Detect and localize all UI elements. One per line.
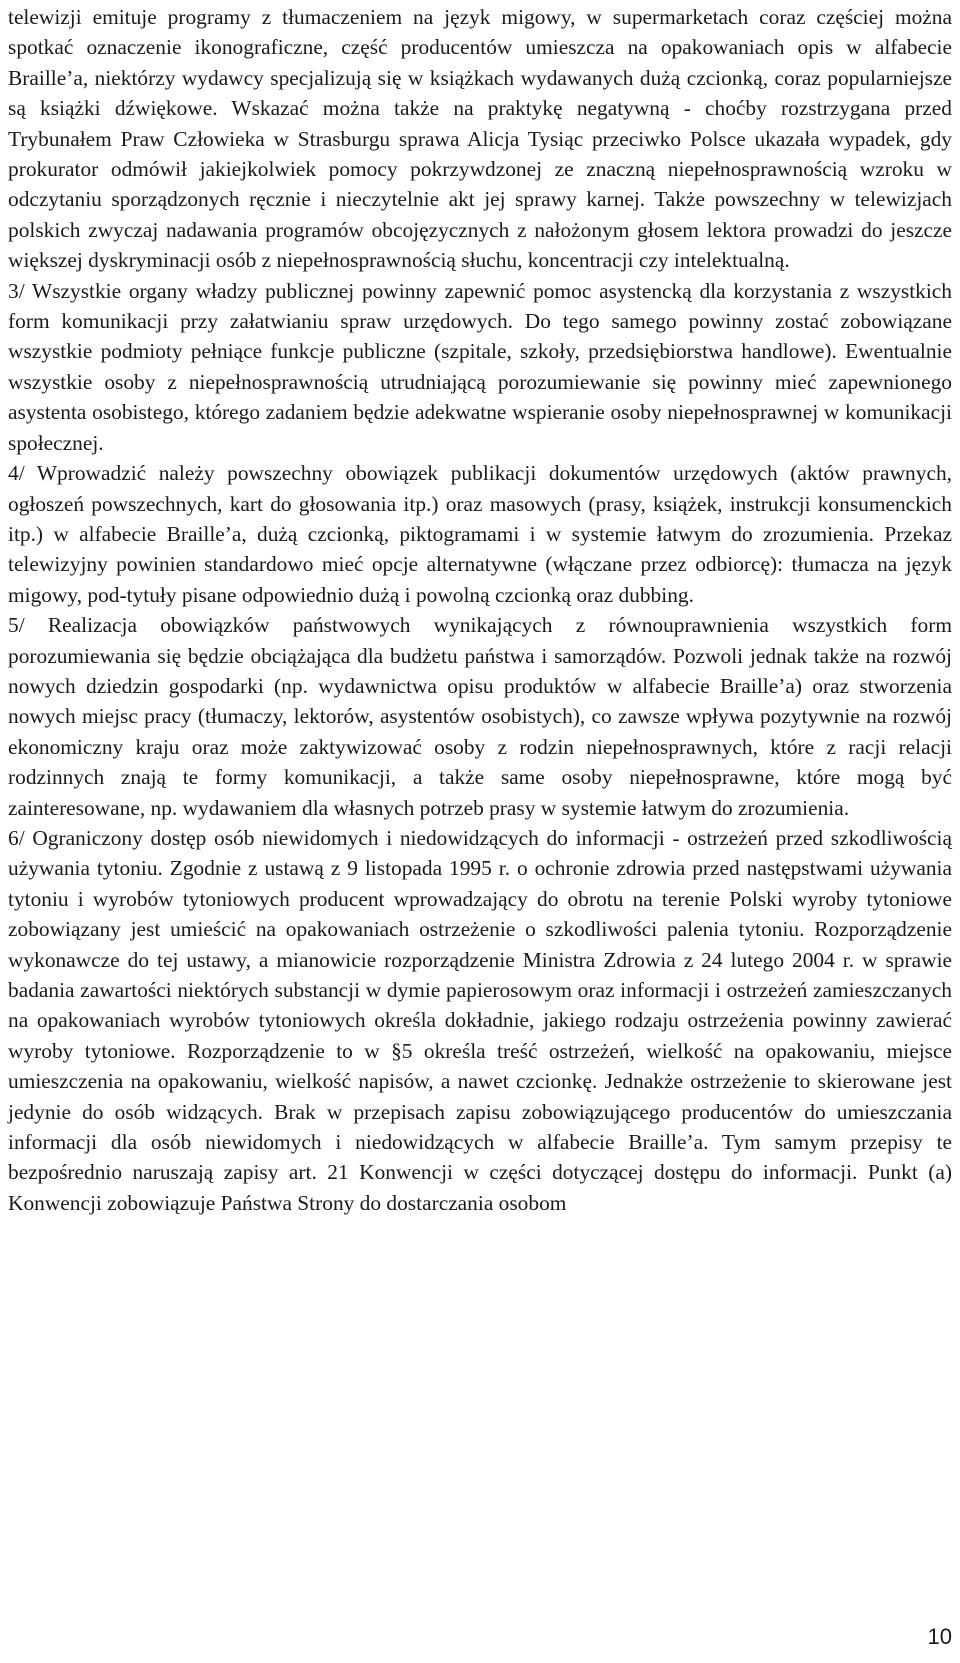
paragraph-point-3: 3/ Wszystkie organy władzy publicznej powinny zapewnić pomoc asystencką dla korzystania z wszystkich form komunikacji przy załatwianiu spraw urzędowych. Do tego samego powinny zostać zobowiązane wszystkie podmioty pełniące funkcje publiczne (szpitale, szkoły, przedsiębiorstwa handlowe). Ewentualnie wszystkie osoby z niepełnosprawnością utrudniającą porozumiewanie się powinny mieć zapewnionego asystenta osobistego, którego zadaniem będzie adekwatne wspieranie osoby niepełnosprawnej w komunikacji społecznej. [8,278,952,455]
page-number: 10 [927,1624,952,1649]
paragraph-point-5: 5/ Realizacja obowiązków państwowych wynikających z równouprawnienia wszystkich form porozumiewania się będzie obciążająca dla budżetu państwa i samorządów. Pozwoli jednak także na rozwój nowych dziedzin gospodarki (np. wydawnictwa opisu produktów w alfabecie Braille’a) oraz stworzenia nowych miejsc pracy (tłumaczy, lektorów, asystentów osobistych), co zawsze wpływa pozytywnie na rozwój ekonomiczny kraju oraz może zaktywizować osoby z rodzin niepełnosprawnych, które z racji relacji rodzinnych znają te formy komunikacji, a także same osoby niepełnosprawne, które mogą być zainteresowane, np. wydawaniem dla własnych potrzeb prasy w systemie łatwym do zrozumienia. [8,613,952,820]
document-body [8,2,952,1218]
paragraph-point-6: 6/ Ograniczony dostęp osób niewidomych i niedowidzących do informacji - ostrzeżeń przed szkodliwością używania tytoniu. Zgodnie z ustawą z 9 listopada 1995 r. o ochronie zdrowia przed następstwami używania tytoniu i wyrobów tytoniowych producent wprowadzający do obrotu na terenie Polski wyroby tytoniowe zobowiązany jest umieścić na opakowaniach ostrzeżenie o szkodliwości palenia tytoniu. Rozporządzenie wykonawcze do tej ustawy, a mianowicie rozporządzenie Ministra Zdrowia z 24 lutego 2004 r. w sprawie badania zawartości niektórych substancji w dymie papierosowym oraz informacji i ostrzeżeń zamieszczanych na opakowaniach wyrobów tytoniowych określa dokładnie, jakiego rodzaju ostrzeżenia powinny zawierać wyroby tytoniowe. Rozporządzenie to w §5 określa treść ostrzeżeń, wielkość na opakowaniu, miejsce umieszczenia na opakowaniu, wielkość napisów, a nawet czcionkę. Jednakże ostrzeżenie to skierowane jest jedynie do osób widzących. Brak w przepisach zapisu zobowiązującego producentów do umieszczania informacji dla osób niewidomych i niedowidzących w alfabecie Braille’a. Tym samym przepisy te bezpośrednio naruszają zapisy art. 21 Konwencji w części dotyczącej dostępu do informacji. Punkt (a) Konwencji zobowiązuje Państwa Strony do dostarczania osobom [8,825,952,1215]
paragraph-point-4: 4/ Wprowadzić należy powszechny obowiązek publikacji dokumentów urzędowych (aktów prawnych, ogłoszeń powszechnych, kart do głosowania itp.) oraz masowych (prasy, książek, instrukcji konsumenckich itp.) w alfabecie Braille’a, dużą czcionką, piktogramami i w systemie łatwym do zrozumienia. Przekaz telewizyjny powinien standardowo mieć opcje alternatywne (włączane przez odbiorcę): tłumacza na język migowy, pod-tytuły pisane odpowiednio dużą i powolną czcionką oraz dubbing. [8,461,952,607]
paragraph-intro: telewizji emituje programy z tłumaczeniem na język migowy, w supermarketach coraz częściej można spotkać oznaczenie ikonograficzne, część producentów umieszcza na opakowaniach opis w alfabecie Braille’a, niektórzy wydawcy specjalizują się w książkach wydawanych dużą czcionką, coraz popularniejsze są książki dźwiękowe. Wskazać można także na praktykę negatywną - choćby rozstrzygana przed Trybunałem Praw Człowieka w Strasburgu sprawa Alicja Tysiąc przeciwko Polsce ukazała wypadek, gdy prokurator odmówił jakiejkolwiek pomocy pokrzywdzonej ze znaczną niepełnosprawnością wzroku w odczytaniu sporządzonych ręcznie i nieczytelnie akt jej sprawy karnej. Także powszechny w telewizjach polskich zwyczaj nadawania programów obcojęzycznych z nałożonym głosem lektora prowadzi do jeszcze większej dyskryminacji osób z niepełnosprawnością słuchu, koncentracji czy intelektualną. [8,5,952,273]
